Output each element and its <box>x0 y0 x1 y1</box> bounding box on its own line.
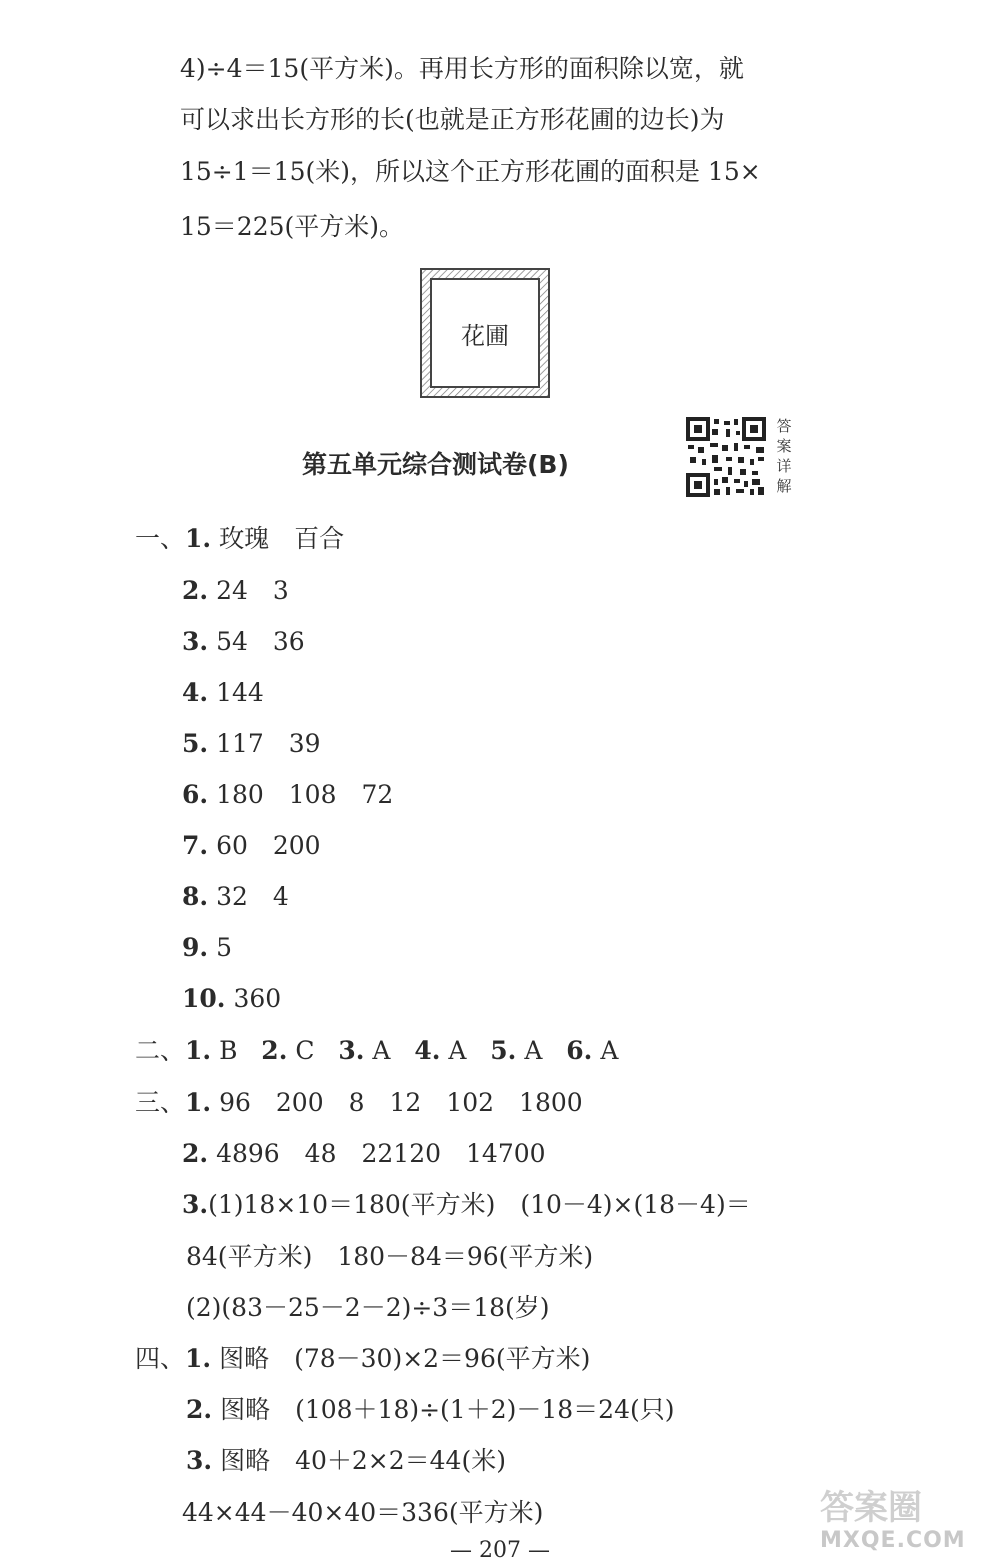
item-number: 1. <box>185 1088 212 1117</box>
part1-item-10 <box>182 982 281 1016</box>
part2-line <box>135 1034 618 1068</box>
item-answer: 360 <box>233 984 282 1013</box>
intro-line-3: 15÷1＝15(米)，所以这个正方形花圃的面积是 15× <box>180 157 761 186</box>
item-answer: A <box>448 1036 467 1065</box>
part3-line-4: 84(平方米) 180－84＝96(平方米) <box>186 1242 594 1271</box>
part4-line-4: 44×44－40×40＝336(平方米) <box>182 1498 544 1527</box>
part4-line-2 <box>186 1393 675 1427</box>
intro-line-1: 4)÷4＝15(平方米)。再用长方形的面积除以宽，就 <box>180 54 744 83</box>
qr-label: 答案详解 <box>776 417 792 495</box>
item-number: 3. <box>182 627 209 656</box>
garden-figure <box>420 268 550 398</box>
item-number: 3. <box>186 1446 213 1475</box>
item-number: 7. <box>182 831 209 860</box>
part3-prefix: 三、 <box>135 1088 186 1117</box>
item-number: 10. <box>182 984 226 1013</box>
item-answer: 图略 (78－30)×2＝96(平方米) <box>219 1344 591 1373</box>
watermark-url: MXQE.COM <box>820 1528 966 1553</box>
item-answer: (1)18×10＝180(平方米) (10－4)×(18－4)＝ <box>208 1190 751 1219</box>
intro-line-4: 15＝225(平方米)。 <box>180 212 405 241</box>
item-number: 6. <box>566 1036 593 1065</box>
qr-code-icon[interactable] <box>686 417 766 497</box>
item-answer: 24 3 <box>216 576 289 605</box>
item-answer: 5 <box>216 933 232 962</box>
item-number: 2. <box>261 1036 288 1065</box>
item-number: 1. <box>185 1344 212 1373</box>
item-number: 8. <box>182 882 209 911</box>
item-number: 2. <box>186 1395 213 1424</box>
item-number: 5. <box>490 1036 517 1065</box>
page-number: — 207 — <box>450 1538 550 1563</box>
item-number: 9. <box>182 933 209 962</box>
item-answer: 117 39 <box>216 729 321 758</box>
item-number: 1. <box>185 1036 212 1065</box>
part1-prefix: 一、 <box>135 524 186 553</box>
item-answer: A <box>524 1036 543 1065</box>
part4-prefix: 四、 <box>135 1344 186 1373</box>
item-number: 6. <box>182 780 209 809</box>
watermark-logo: 答案圈 <box>820 1488 922 1528</box>
item-answer: 玫瑰 百合 <box>219 524 345 553</box>
item-answer: C <box>295 1036 315 1065</box>
garden-label: 花圃 <box>461 322 509 350</box>
item-answer: 图略 40＋2×2＝44(米) <box>220 1446 506 1475</box>
item-number: 4. <box>414 1036 441 1065</box>
intro-line-2: 可以求出长方形的长(也就是正方形花圃的边长)为 <box>180 105 725 134</box>
item-answer: 60 200 <box>216 831 321 860</box>
item-number: 3. <box>338 1036 365 1065</box>
part1-item-6 <box>182 778 393 812</box>
part3-line-2 <box>182 1137 546 1171</box>
item-number: 2. <box>182 1139 209 1168</box>
part3-line-5: (2)(83－25－2－2)÷3＝18(岁) <box>186 1293 550 1322</box>
part1-item-4 <box>182 676 264 710</box>
item-answer: 144 <box>216 678 264 707</box>
item-answer: A <box>372 1036 391 1065</box>
section-title: 第五单元综合测试卷(B) <box>302 450 569 479</box>
part4-line-3 <box>186 1444 506 1478</box>
item-number: 1. <box>185 524 212 553</box>
item-answer: 32 4 <box>216 882 289 911</box>
part1-item-1 <box>135 522 344 556</box>
part3-line-1 <box>135 1086 583 1120</box>
part1-item-3 <box>182 625 305 659</box>
part1-item-5 <box>182 727 321 761</box>
part4-line-1 <box>135 1342 590 1376</box>
item-answer: A <box>600 1036 619 1065</box>
item-answer: 4896 48 22120 14700 <box>216 1139 546 1168</box>
part1-item-7 <box>182 829 321 863</box>
item-number: 2. <box>182 576 209 605</box>
item-answer: 图略 (108＋18)÷(1＋2)－18＝24(只) <box>220 1395 675 1424</box>
item-answer: B <box>219 1036 238 1065</box>
part1-item-2 <box>182 574 289 608</box>
part1-item-8 <box>182 880 289 914</box>
item-number: 4. <box>182 678 209 707</box>
part1-item-9 <box>182 931 232 965</box>
item-answer: 180 108 72 <box>216 780 394 809</box>
item-number: 3. <box>182 1190 209 1219</box>
item-answer: 96 200 8 12 102 1800 <box>219 1088 583 1117</box>
item-answer: 54 36 <box>216 627 305 656</box>
part2-prefix: 二、 <box>135 1036 186 1065</box>
item-number: 5. <box>182 729 209 758</box>
part3-line-3 <box>182 1188 751 1222</box>
